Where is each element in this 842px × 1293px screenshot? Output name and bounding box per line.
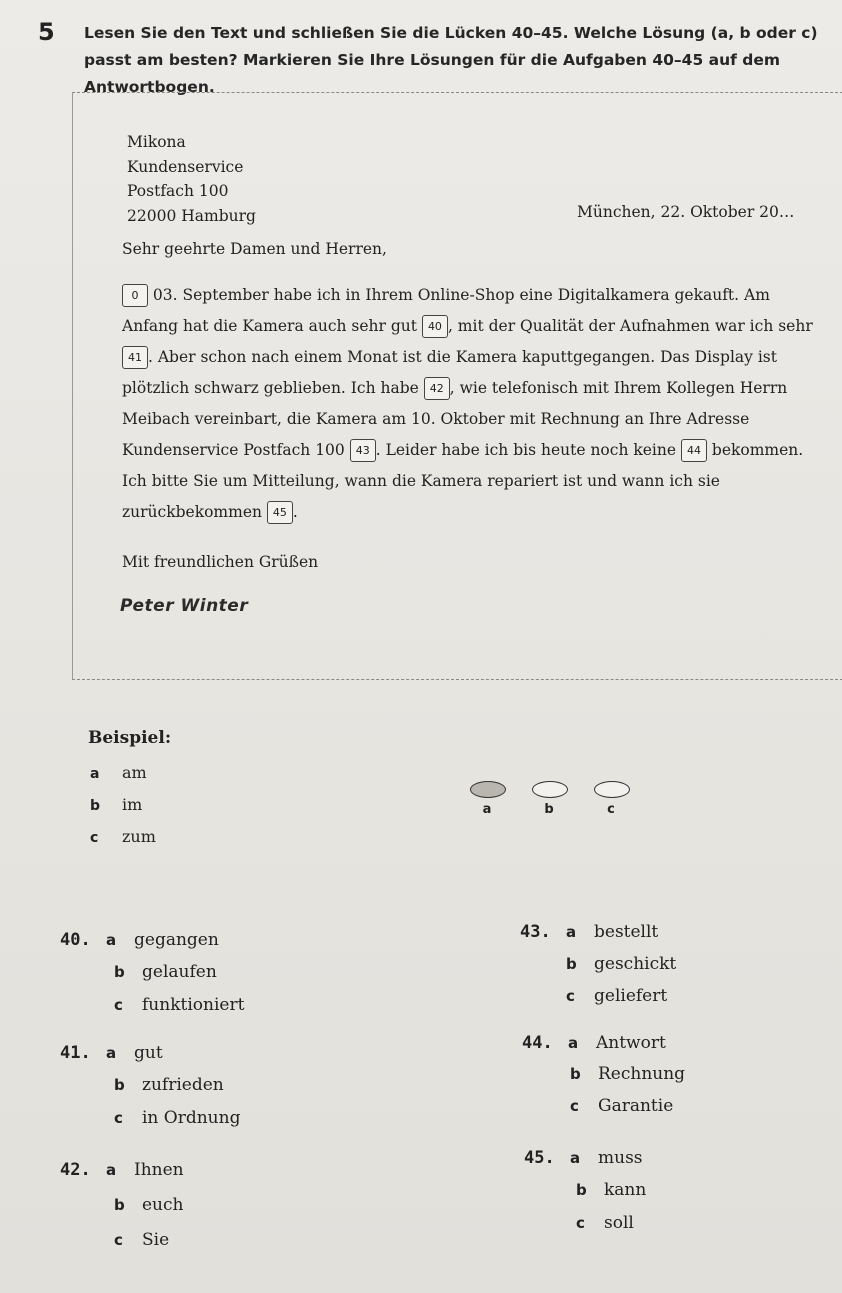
- letter-text: , mit der Qualität der Aufnahmen war ich sehr: [447, 317, 813, 335]
- option-row: [114, 1195, 183, 1215]
- option-letter: a: [106, 1044, 117, 1062]
- task-instruction: Lesen Sie den Text und schließen Sie die Lücken 40–45. Welche Lösung (a, b oder c) passt am besten? Markieren Sie Ihre Lösungen für die Aufgaben 40–45 auf dem Antwortbogen.: [84, 24, 818, 96]
- gap-box-45: 45: [267, 501, 293, 524]
- option-row: [566, 986, 667, 1006]
- option-row: [566, 954, 676, 974]
- option-letter: c: [576, 1214, 585, 1232]
- option-letter: c: [114, 996, 123, 1014]
- option-letter: b: [114, 1196, 125, 1214]
- option-text: Sie: [142, 1230, 170, 1250]
- salutation: Sehr geehrte Damen und Herren,: [122, 240, 387, 258]
- option-letter: a: [570, 1149, 581, 1167]
- address-line: Kundenservice: [127, 157, 244, 176]
- question-40: [60, 930, 219, 950]
- question-number: 43.: [520, 922, 551, 942]
- bubble-label: c: [607, 802, 615, 817]
- option-letter: a: [106, 1161, 117, 1179]
- option-text: Garantie: [598, 1096, 674, 1116]
- recipient-address: [127, 130, 256, 228]
- question-number: 42.: [60, 1160, 91, 1180]
- answer-bubble-b[interactable]: [532, 781, 568, 798]
- option-letter: a: [106, 931, 117, 949]
- option-row: [114, 995, 244, 1015]
- option-letter: a: [568, 1034, 579, 1052]
- letter-text: . Aber schon nach einem Monat ist die Kamera kaputtgegangen. Das Display ist plötzlich schwarz geblieben. Ich habe: [122, 348, 777, 397]
- option-row: [114, 962, 217, 982]
- letter-text: , wie telefonisch mit Ihrem Kollegen Herrn Meibach vereinbart, die Kamera am 10. Oktober mit Rechnung an Ihre Adresse Kundenservice Postfach 100: [122, 379, 788, 459]
- option-text: bestellt: [594, 922, 659, 942]
- option-text: funktioniert: [142, 995, 245, 1015]
- letter-date: München, 22. Oktober 20…: [577, 203, 795, 221]
- question-number: 40.: [60, 930, 91, 950]
- option-text: in Ordnung: [142, 1108, 241, 1128]
- address-line: 22000 Hamburg: [127, 206, 256, 225]
- option-letter: c: [90, 830, 99, 846]
- option-text: kann: [604, 1180, 647, 1200]
- question-number: 44.: [522, 1033, 553, 1053]
- option-text: muss: [598, 1148, 643, 1168]
- bubble-label: a: [482, 802, 492, 817]
- letter-text: .: [292, 503, 298, 521]
- closing: Mit freundlichen Grüßen: [122, 553, 319, 571]
- question-41: [60, 1043, 163, 1063]
- option-letter: c: [114, 1109, 123, 1127]
- option-letter: c: [566, 987, 575, 1005]
- option-text: Rechnung: [598, 1064, 686, 1084]
- option-row: [576, 1213, 634, 1233]
- letter-text: bekommen. Ich bitte Sie um Mitteilung, wann die Kamera repariert ist und wann ich sie zurückbekommen: [122, 441, 804, 521]
- option-text: soll: [604, 1213, 634, 1233]
- option-row: [114, 1075, 224, 1095]
- option-letter: b: [114, 963, 125, 981]
- question-number: 41.: [60, 1043, 91, 1063]
- option-text: im: [122, 795, 143, 814]
- option-text: gelaufen: [142, 962, 217, 982]
- option-row: [570, 1064, 685, 1084]
- option-text: zum: [122, 827, 156, 846]
- signature: Peter Winter: [120, 596, 249, 616]
- example-title: Beispiel:: [88, 728, 172, 748]
- option-letter: a: [90, 766, 100, 782]
- option-text: geschickt: [594, 954, 677, 974]
- option-text: Antwort: [596, 1033, 666, 1053]
- address-line: Mikona: [127, 133, 186, 151]
- answer-bubble-c[interactable]: [594, 781, 630, 798]
- option-row: [114, 1108, 240, 1128]
- example-option: [90, 763, 147, 782]
- option-text: gegangen: [134, 930, 219, 950]
- gap-box-44: 44: [681, 439, 707, 462]
- gap-box-42: 42: [424, 377, 450, 400]
- option-letter: b: [114, 1076, 125, 1094]
- address-line: Postfach 100: [127, 182, 229, 200]
- task-number: 5: [38, 18, 55, 46]
- gap-box-0: 0: [122, 284, 148, 307]
- option-text: euch: [142, 1195, 184, 1215]
- letter-text: 03. September habe ich in Ihrem Online-Shop eine Digitalkamera gekauft. Am Anfang hat die Kamera auch sehr gut: [122, 286, 770, 335]
- option-text: am: [122, 763, 147, 782]
- option-text: geliefert: [594, 986, 668, 1006]
- question-45: [524, 1148, 643, 1168]
- gap-box-43: 43: [350, 439, 376, 462]
- option-text: Ihnen: [134, 1160, 184, 1180]
- option-letter: b: [90, 798, 101, 814]
- letter-body: [122, 280, 822, 528]
- gap-box-40: 40: [422, 315, 448, 338]
- question-42: [60, 1160, 184, 1180]
- option-letter: c: [114, 1231, 123, 1249]
- option-text: zufrieden: [142, 1075, 224, 1095]
- example-option: [90, 827, 156, 846]
- option-letter: c: [570, 1097, 579, 1115]
- option-letter: b: [570, 1065, 581, 1083]
- question-44: [522, 1033, 666, 1053]
- letter-text: . Leider habe ich bis heute noch keine: [375, 441, 681, 459]
- question-number: 45.: [524, 1148, 555, 1168]
- question-43: [520, 922, 658, 942]
- option-row: [576, 1180, 646, 1200]
- example-option: [90, 795, 142, 814]
- bubble-label: b: [544, 802, 554, 817]
- option-letter: a: [566, 923, 577, 941]
- option-row: [570, 1096, 673, 1116]
- option-letter: b: [576, 1181, 587, 1199]
- answer-bubble-a[interactable]: [470, 781, 506, 798]
- option-row: [114, 1230, 169, 1250]
- gap-box-41: 41: [122, 346, 148, 369]
- option-text: gut: [134, 1043, 163, 1063]
- option-letter: b: [566, 955, 577, 973]
